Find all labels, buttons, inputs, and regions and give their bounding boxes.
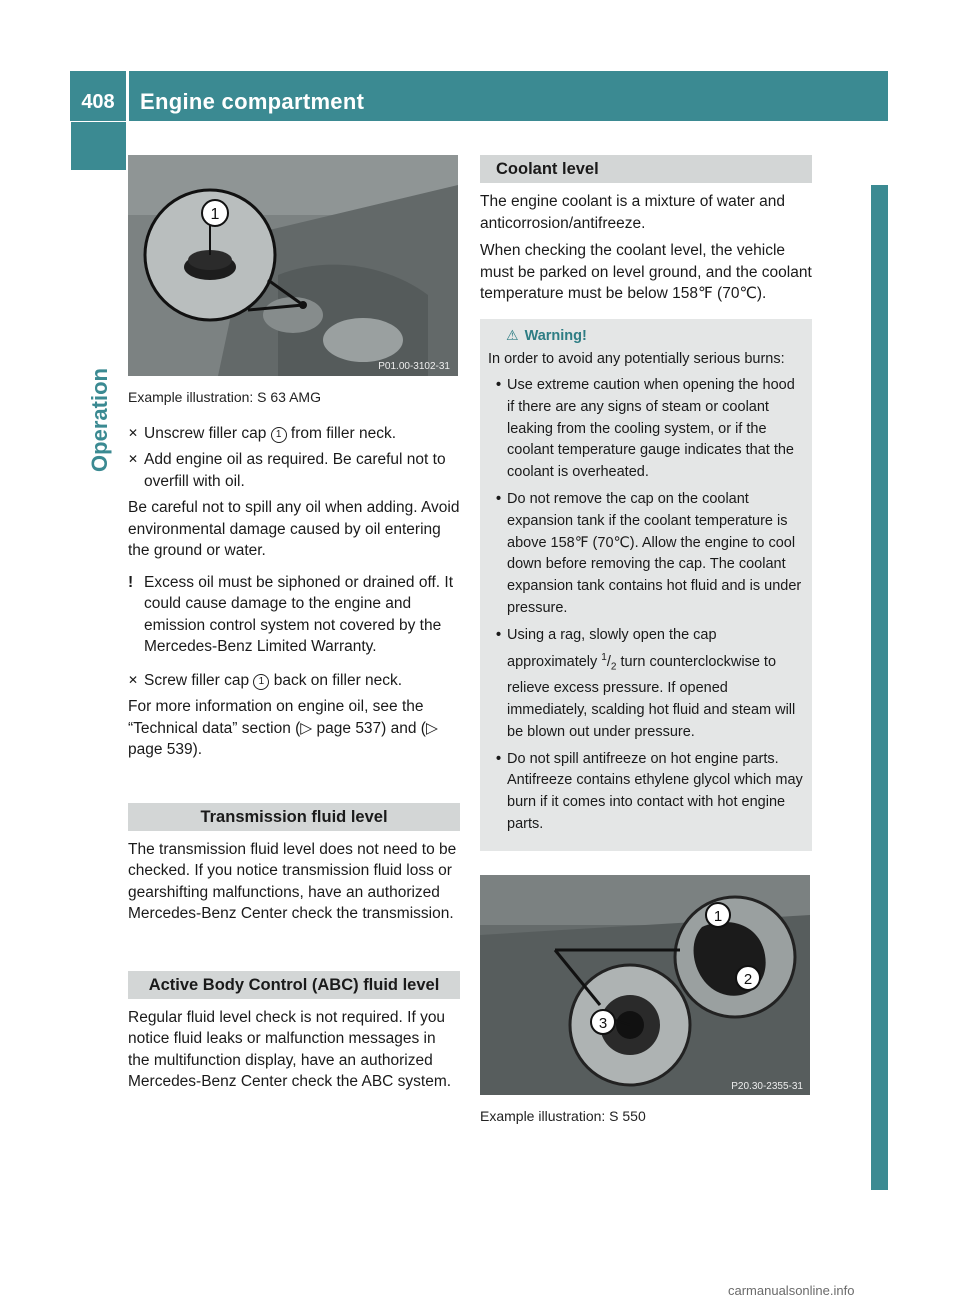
bullet-icon: • bbox=[496, 377, 502, 394]
warning-bullet: • Do not spill antifreeze on hot engine parts. Antifreeze contains ethylene glycol which may burn if it comes into contact with hot engine parts. bbox=[496, 750, 803, 832]
step-add-oil: ✕ Add engine oil as required. Be careful not to overfill with oil. bbox=[128, 451, 446, 490]
coolant-figure bbox=[480, 875, 810, 1095]
watermark: carmanualsonline.info bbox=[728, 1283, 855, 1298]
fraction-numerator: 1 bbox=[601, 651, 607, 663]
right-column bbox=[480, 155, 812, 1141]
header-divider bbox=[126, 71, 129, 121]
engine-oil-illustration bbox=[128, 155, 458, 376]
coolant-illustration bbox=[480, 875, 810, 1095]
step-arrow-icon: ✕ bbox=[128, 672, 139, 687]
side-tab-square bbox=[71, 122, 126, 170]
warning-bullet: • Using a rag, slowly open the cap approximately $^1/_2$ turn counterclockwise to relieve excess pressure. If opened immediately, scalding hot fluid and steam will be blown out under pressure. bbox=[496, 626, 796, 740]
abc-heading: Active Body Control (ABC) fluid level bbox=[128, 971, 460, 999]
coolant-paragraph-2: When checking the coolant level, the vehicle must be parked on level ground, and the coolant temperature must be below 158℉ (70℃). bbox=[480, 242, 812, 302]
step-arrow-icon: ✕ bbox=[128, 452, 139, 466]
oil-spill-paragraph: Be careful not to spill any oil when adding. Avoid environmental damage caused by oil entering the ground or water. bbox=[128, 499, 460, 559]
coolant-figure-caption: Example illustration: S 550 bbox=[480, 1107, 646, 1124]
coolant-figure-code: P20.30-2355-31 bbox=[731, 1080, 803, 1092]
warning-heading: ⚠ Warning! bbox=[506, 326, 587, 344]
coolant-callout-2: 2 bbox=[743, 970, 753, 988]
abc-paragraph: Regular fluid level check is not required. If you notice fluid leaks or malfunction messages in the multifunction display, have an authorized Mercedes-Benz Center check the ABC system. bbox=[128, 1008, 452, 1090]
step-screw: ✕ Screw filler cap 1 back on filler neck. bbox=[128, 670, 460, 692]
callout-1-icon: 1 bbox=[271, 427, 287, 443]
warning-box bbox=[480, 319, 812, 851]
step-unscrew: ✕ Unscrew filler cap 1 from filler neck. bbox=[128, 423, 460, 445]
coolant-callout-3: 3 bbox=[598, 1014, 608, 1032]
bullet-icon: • bbox=[496, 491, 502, 508]
warning-triangle-icon: ⚠ bbox=[506, 326, 519, 343]
oil-figure-callout: 1 bbox=[210, 206, 220, 223]
oil-figure-caption: Example illustration: S 63 AMG bbox=[128, 389, 321, 405]
left-column bbox=[128, 155, 460, 1099]
side-tab bbox=[871, 185, 888, 1190]
bullet-icon: • bbox=[496, 750, 502, 767]
fraction-denominator: 2 bbox=[610, 661, 617, 673]
warning-intro: In order to avoid any potentially serious burns: bbox=[488, 351, 785, 368]
oil-info-paragraph: For more information on engine oil, see the “Technical data” section (▷ page 537) and (▷ page 539). bbox=[128, 698, 438, 758]
bullet-icon: • bbox=[496, 626, 502, 643]
page-number: 408 bbox=[81, 91, 115, 113]
coolant-paragraph-1: The engine coolant is a mixture of water and anticorrosion/antifreeze. bbox=[480, 193, 786, 232]
step-arrow-icon: ✕ bbox=[128, 425, 139, 440]
coolant-callout-1: 1 bbox=[713, 907, 723, 925]
transmission-heading: Transmission fluid level bbox=[128, 803, 460, 831]
side-label: Operation bbox=[87, 368, 112, 472]
coolant-heading: Coolant level bbox=[480, 155, 812, 183]
engine-oil-figure bbox=[128, 155, 458, 376]
excess-oil-notice: ! Excess oil must be siphoned or drained off. It could cause damage to the engine and emission control system not covered by the Mercedes-Benz Limited Warranty. bbox=[128, 573, 454, 655]
callout-1-icon: 1 bbox=[253, 674, 269, 690]
warning-bullet: • Use extreme caution when opening the hood if there are any signs of steam or coolant leaking from the cooling system, or if the coolant temperature gauge indicates that the coolant is overheated. bbox=[496, 377, 795, 481]
exclamation-icon: ! bbox=[128, 573, 134, 591]
section-title: Engine compartment bbox=[140, 89, 365, 114]
warning-bullet: • Do not remove the cap on the coolant expansion tank if the coolant temperature is above 158℉ (70℃). Allow the engine to cool down before removing the cap. The coolant expansion tank contains hot fluid and is under pressure. bbox=[496, 491, 802, 617]
oil-figure-code: P01.00-3102-31 bbox=[378, 361, 450, 372]
transmission-paragraph: The transmission fluid level does not need to be checked. If you notice transmission fluid loss or gearshifting malfunctions, have an authorized Mercedes-Benz Center check the transmission. bbox=[128, 840, 457, 922]
